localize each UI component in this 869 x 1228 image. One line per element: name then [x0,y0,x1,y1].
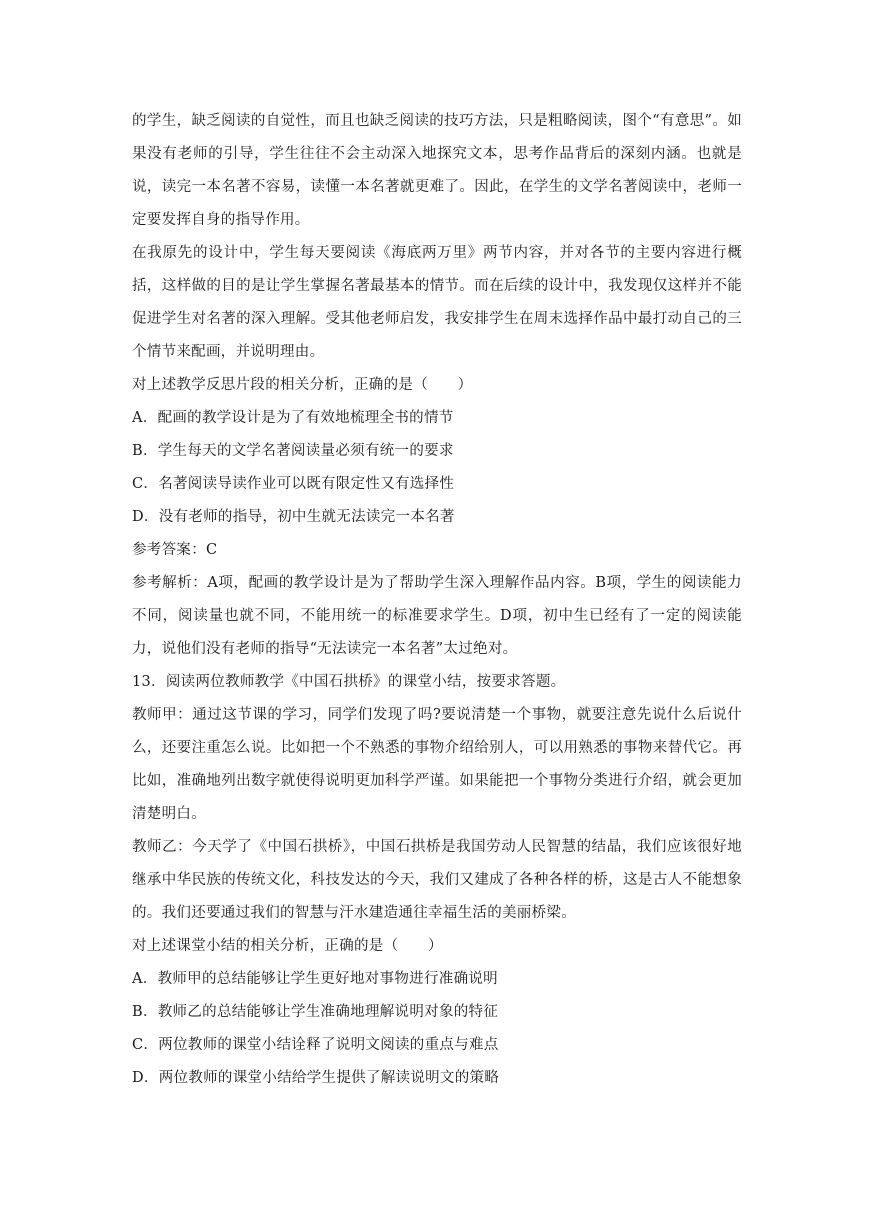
question-13-option-c: C．两位教师的课堂小结诠释了说明文阅读的重点与难点 [132,1037,499,1053]
question-12-analysis: 参考解析：A项，配画的教学设计是为了帮助学生深入理解作品内容。B项，学生的阅读能力不同，阅读量也就不同，不能用统一的标准要求学生。D项，初中生已经有了一定的阅读能力，说他们没有老师的指导“无法读完一本名著”太过绝对。 [132,575,742,657]
question-12-stem: 对上述教学反思片段的相关分析，正确的是（ ） [132,377,473,393]
question-12-answer: 参考答案：C [132,542,218,558]
question-12-option-b: B．学生每天的文学名著阅读量必须有统一的要求 [132,443,454,459]
question-13-stem: 对上述课堂小结的相关分析，正确的是（ ） [132,938,443,954]
paragraph-teaching-reflection: 在我原先的设计中，学生每天要阅读《海底两万里》两节内容，并对各节的主要内容进行概括，这样做的目的是让学生掌握名著最基本的情节。而在后续的设计中，我发现仅这样并不能促进学生对名著的深入理解。受其他老师启发，我安排学生在周末选择作品中最打动自己的三个情节来配画，并说明理由。 [132,245,742,360]
question-12-option-c: C．名著阅读导读作业可以既有限定性又有选择性 [132,476,455,492]
question-12-option-d: D．没有老师的指导，初中生就无法读完一本名著 [132,509,455,525]
paragraph-reading-guidance: 的学生，缺乏阅读的自觉性，而且也缺乏阅读的技巧方法，只是粗略阅读，图个“有意思”。如果没有老师的引导，学生往往不会主动深入地探究文本，思考作品背后的深刻内涵。也就是说，读完一本名著不容易，读懂一本名著就更难了。因此，在学生的文学名著阅读中，老师一定要发挥自身的指导作用。 [132,113,742,228]
question-13-option-b: B．教师乙的总结能够让学生准确地理解说明对象的特征 [132,1004,499,1020]
document-body [132,105,742,1095]
teacher-a-summary: 教师甲：通过这节课的学习，同学们发现了吗?要说清楚一个事物，就要注意先说什么后说什么，还要注重怎么说。比如把一个不熟悉的事物介绍给别人，可以用熟悉的事物来替代它。再比如，准确地列出数字就使得说明更加科学严谨。如果能把一个事物分类进行介绍，就会更加清楚明白。 [132,707,742,822]
question-12-option-a: A．配画的教学设计是为了有效地梳理全书的情节 [132,410,454,426]
question-13-option-d: D．两位教师的课堂小结给学生提供了解读说明文的策略 [132,1070,500,1086]
question-13-option-a: A．教师甲的总结能够让学生更好地对事物进行准确说明 [132,971,498,987]
question-13-title: 13．阅读两位教师教学《中国石拱桥》的课堂小结，按要求答题。 [132,674,566,690]
teacher-b-summary: 教师乙：今天学了《中国石拱桥》，中国石拱桥是我国劳动人民智慧的结晶，我们应该很好地继承中华民族的传统文化，科技发达的今天，我们又建成了各种各样的桥，这是古人不能想象的。我们还要通过我们的智慧与汗水建造通往幸福生活的美丽桥梁。 [132,839,742,921]
